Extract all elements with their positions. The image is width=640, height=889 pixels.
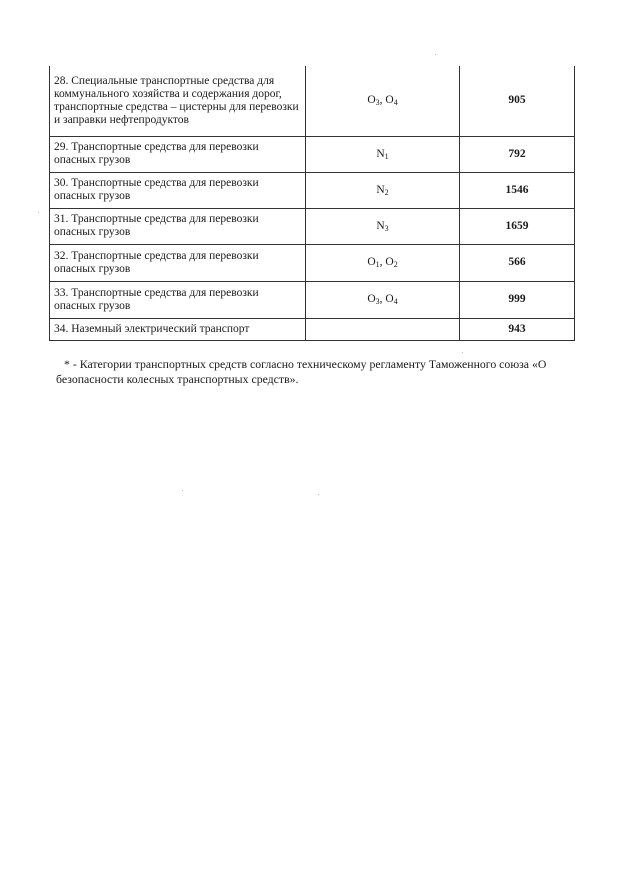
scan-speck	[462, 352, 463, 353]
category-cell: $N_1$	[306, 136, 460, 172]
table-row	[50, 281, 575, 318]
footnote: * - Категории транспортных средств согласно техническому регламенту Таможенного союза «О безопасности колесных транспортных средств».	[56, 357, 547, 386]
vehicle-type-cell: 33. Транспортные средства для перевозки опасных грузов	[50, 281, 306, 318]
code-cell: 999	[460, 281, 575, 318]
scan-speck	[38, 212, 39, 213]
table-row	[50, 208, 575, 244]
category-cell: $O_3$, $O_4$	[306, 281, 460, 318]
code-cell: 1659	[460, 208, 575, 244]
code-cell: 792	[460, 136, 575, 172]
table-row	[50, 318, 575, 340]
code-cell: 566	[460, 244, 575, 281]
category-cell: $N_3$	[306, 208, 460, 244]
vehicle-type-cell: 31. Транспортные средства для перевозки опасных грузов	[50, 208, 306, 244]
vehicle-type-cell: 32. Транспортные средства для перевозки опасных грузов	[50, 244, 306, 281]
code-cell: 943	[460, 318, 575, 340]
category-cell: $O_1$, $O_2$	[306, 244, 460, 281]
code-cell: 1546	[460, 172, 575, 208]
vehicle-type-cell: 34. Наземный электрический транспорт	[50, 318, 306, 340]
table-row	[50, 244, 575, 281]
vehicle-type-cell: 30. Транспортные средства для перевозки опасных грузов	[50, 172, 306, 208]
code-cell: 905	[460, 66, 575, 136]
vehicle-category-table	[49, 66, 575, 341]
table-row	[50, 136, 575, 172]
scan-speck	[435, 54, 436, 55]
vehicle-type-cell: 28. Специальные транспортные средства для коммунального хозяйства и содержания дорог, транспортные средства – цистерны для перевозки и заправки нефтепродуктов	[50, 66, 306, 136]
table-row	[50, 172, 575, 208]
scan-speck	[318, 494, 319, 495]
vehicle-type-cell: 29. Транспортные средства для перевозки опасных грузов	[50, 136, 306, 172]
category-cell	[306, 318, 460, 340]
scan-speck	[182, 490, 183, 491]
category-cell: $N_2$	[306, 172, 460, 208]
category-cell: $O_3$, $O_4$	[306, 66, 460, 136]
table-row	[50, 66, 575, 136]
